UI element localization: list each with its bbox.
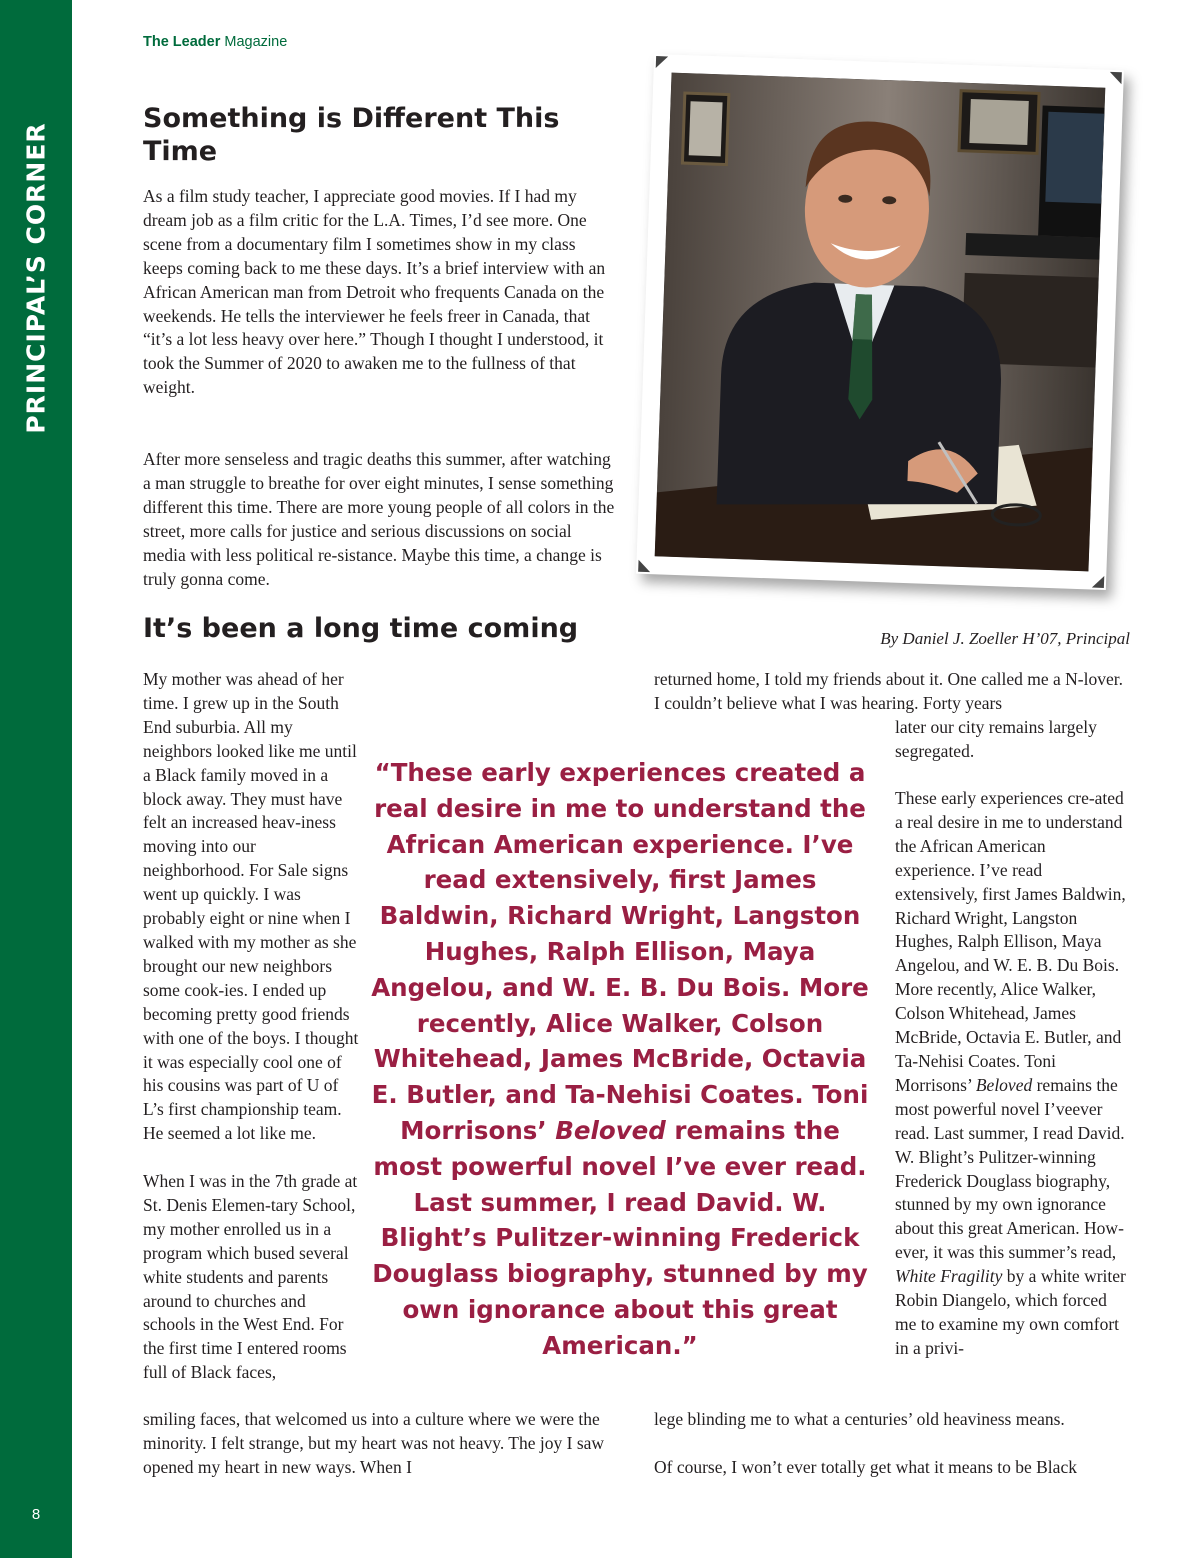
right-bottom-paragraph-1: lege blinding me to what a centuries’ old heaviness means. — [654, 1409, 1065, 1429]
book-title: Beloved — [975, 1074, 1033, 1095]
section-title: PRINCIPAL’S CORNER — [21, 122, 51, 434]
right-bottom-paragraph-2: Of course, I won’t ever totally get what it means to be Black — [654, 1457, 1077, 1477]
book-title: White Fragility — [895, 1266, 1003, 1287]
paragraph-2: After more senseless and tragic deaths this summer, after watching a man struggle to breathe for over eight minutes, I sense something different this time. There are more young people of all colors in the street, more calls for justice and serious discussions on social media with less political re-sistance. Maybe this time, a change is truly gonna come. — [143, 449, 615, 589]
photo-frame — [636, 54, 1124, 590]
right-column-paragraph-2: These early experiences cre-ated a real desire in me to understand the African American experience. I’ve read extensively, first James Baldwin, Richard Wright, Langston Hughes, Ralph Ellison, Maya Angelou, and W. E. B. Du Bois. More recently, Alice Walker, Colson Whitehead, James McBride, Octavia E. Butler, and Ta-Nehisi Coates. Toni Morrisons’ Beloved remains the most powerful novel I’veever read. Last summer, I read David. W. Blight’s Pulitzer-winning Frederick Douglass biography, stunned by my own ignorance about this great American. How-ever, it was this summer’s read, White Fragility by a white writer Robin Diangelo, which forced me to examine my own comfort in a privi- — [895, 788, 1126, 1358]
bottom-left-paragraph: smiling faces, that welcomed us into a culture where we were the minority. I felt strange, but my heart was not heavy. The joy I saw opened my heart in new ways. When I — [143, 1409, 605, 1477]
pull-quote-book-title: Beloved — [555, 1115, 666, 1145]
masthead-suffix: Magazine — [220, 34, 288, 50]
page-number: 8 — [31, 1506, 41, 1523]
left-column-paragraph-1: My mother was ahead of her time. I grew up in the South End suburbia. All my neighbors looked like me until a Black family moved in a block away. They must have felt an increased heav-iness moving into our neighborhood. For Sale signs went up quickly. I was probably eight or nine when I walked with my mother as she brought our new neighbors some cook-ies. I ended up becoming pretty good friends with one of the boys. I thought it was especially cool one of his cousins was part of U of L’s first championship team. He seemed a lot like me. — [143, 669, 359, 1144]
photo-corner-mount — [1092, 576, 1104, 588]
photo-corner-mount — [656, 56, 668, 68]
masthead — [143, 34, 287, 50]
left-column-paragraph-2: When I was in the 7th grade at St. Denis Elemen-tary School, my mother enrolled us in a program which bused several white students and parents around to churches and schools in the West End. For the first time I entered rooms full of Black faces, — [143, 1171, 358, 1383]
article-heading-2: It’s been a long time coming — [143, 613, 579, 644]
right-top-paragraph: returned home, I told my friends about it. One called me a N-lover. I couldn’t believe what I was hearing. Forty years — [654, 669, 1123, 713]
masthead-brand: The Leader — [143, 34, 221, 50]
article-heading-1: Something is Different This Time — [143, 103, 560, 167]
photo-corner-mount — [1109, 72, 1121, 84]
principal-photo-illustration — [655, 73, 1106, 572]
byline: By Daniel J. Zoeller H’07, Principal — [880, 629, 1130, 648]
photo-corner-mount — [638, 560, 650, 572]
paragraph-1: As a film study teacher, I appreciate good movies. If I had my dream job as a film critic for the L.A. Times, I’d see more. One scene from a documentary film I sometimes show in my class keeps coming back to me these days. It’s a brief interview with an African American man from Detroit who frequents Canada on the weekends. He tells the interviewer he feels freer in Canada, that “it’s a lot less heavy over here.” Though I thought I understood, it took the Summer of 2020 to awaken me to the fullness of that weight. — [143, 186, 606, 398]
right-column-paragraph-1: later our city remains largely segregated. — [895, 717, 1097, 761]
pull-quote: “These early experiences created a real desire in me to understand the African American experience. I’ve read extensively, first James Baldwin, Richard Wright, Langston Hughes, Ralph Ellison, Maya Angelou, and W. E. B. Du Bois. More recently, Alice Walker, Colson Whitehead, James McBride, Octavia E. Butler, and Ta-Nehisi Coates. Toni Morrisons’ Beloved remains the most powerful novel I’ve ever read. Last summer, I read David. W. Blight’s Pulitzer-winning Frederick Douglass biography, stunned by my own ignorance about this great American.” — [371, 758, 869, 1360]
sidebar — [0, 0, 72, 1558]
principal-photo — [655, 73, 1106, 572]
